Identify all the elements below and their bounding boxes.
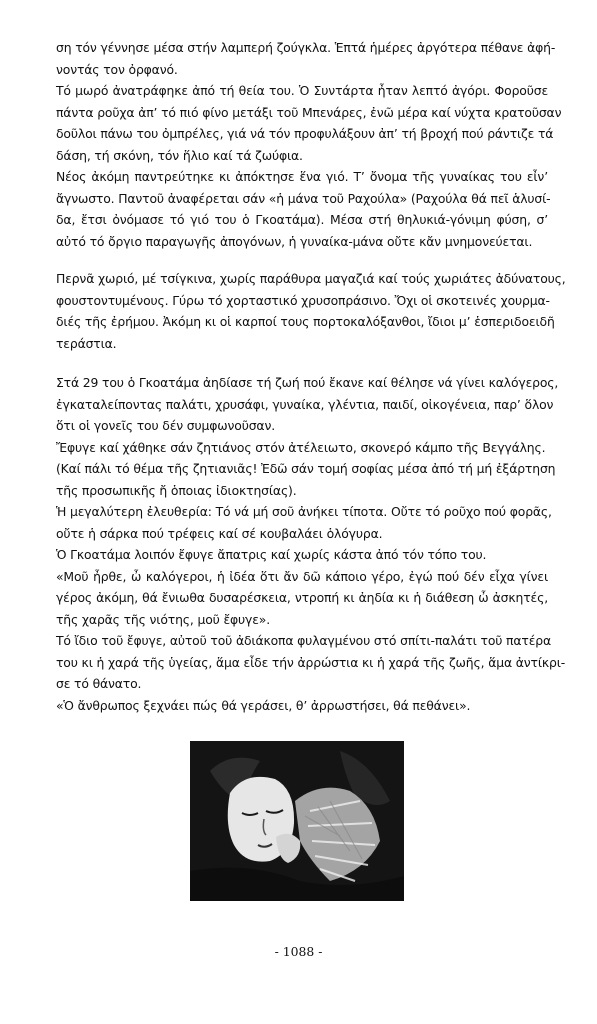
text-block-top: [56, 37, 562, 252]
text-line: Στά 29 του ὁ Γκοατάμα ἀηδίασε τή ζωή πού ἔκανε καί θέλησε νά γίνει καλόγερος,: [56, 375, 559, 390]
text-line: Περνᾶ χωριό, μέ τσίγκινα, χωρίς παράθυρα μαγαζιά καί τούς χωριάτες ἀδύνατους,: [56, 271, 566, 286]
text-block-bottom: [56, 372, 566, 716]
text-line: Ὁ Γκοατάμα λοιπόν ἔφυγε ἄπατρις καί χωρίς κάστα ἀπό τόν τόπο του.: [56, 547, 487, 562]
text-line: δοῦλοι πάνω του ὀμπρέλες, γιά νά τόν προφυλάξουν ἀπ’ τή βροχή πού ράντιζε τά: [56, 126, 554, 141]
paragraph: [56, 166, 551, 252]
text-line: Τό ἴδιο τοῦ ἔφυγε, αὐτοῦ τοῦ ἀδιάκοπα φυλαγμένου στό σπίτι-παλάτι τοῦ πατέρα: [56, 633, 551, 648]
text-line: «Ὁ ἄνθρωπος ξεχνάει πώς θά γεράσει, θ’ ἀρρωστήσει, θά πεθάνει».: [56, 697, 471, 713]
text-line: δα, ἔτσι ὀνόμασε τό γιό του ὁ Γκοατάμα). Μέσα στή θηλυκιά-γόνιμη φύση, σ’: [56, 212, 548, 227]
text-line: ἄγνωστο. Παντοῦ ἀναφέρεται σάν «ἡ μάνα τοῦ Ραχούλα» (Ραχούλα θά πεῖ ἁλυσί-: [56, 190, 551, 206]
text-line: «Μοῦ ἦρθε, ὦ καλόγεροι, ἡ ἰδέα ὅτι ἄν δῶ κάποιο γέρο, ἐγώ πού δέν εἶχα γίνει: [56, 568, 548, 584]
text-block-middle: [56, 268, 566, 354]
text-line: δάση, τή σκόνη, τόν ἥλιο καί τά ζωύφια.: [56, 147, 303, 163]
text-line: γέρος ἀκόμη, θά ἔνιωθα δυσαρέσκεια, ντροπή κι ἀηδία κι ἡ διάθεση ὦ ἀσκητές,: [56, 590, 548, 605]
text-line: νοντάς τον ὀρφανό.: [56, 61, 178, 77]
text-line: πάντα ροῦχα ἀπ’ τό πιό φίνο μετάξι τοῦ Μπενάρες, ἐνῶ μέρα καί νύχτα κρατοῦσαν: [56, 104, 562, 120]
text-line: αὐτό τό ὄργιο παραγωγῆς ἀπογόνων, ἡ γυναίκα-μάνα οὔτε κἄν μνημονεύεται.: [56, 233, 533, 249]
illustration-sleeping-face: [190, 741, 404, 901]
text-line: τῆς χαρᾶς τῆς νιότης, μοῦ ἔφυγε».: [56, 611, 270, 627]
text-line: σε τό θάνατο.: [56, 676, 142, 691]
text-line: τεράστια.: [56, 335, 117, 351]
text-line: ση τόν γέννησε μέσα στήν λαμπερή ζούγκλα. Ἑπτά ἡμέρες ἀργότερα πέθανε ἀφή-: [56, 40, 556, 55]
text-line: ὅτι οἱ γονεῖς του δέν συμφωνοῦσαν.: [56, 418, 276, 433]
text-line: Ἡ μεγαλύτερη ἐλευθερία: Τό νά μή σοῦ ἀνήκει τίποτα. Οὔτε τό ροῦχο πού φορᾶς,: [56, 504, 552, 519]
page-number: - 1088 -: [274, 944, 323, 959]
text-line: (Καί πάλι τό θέμα τῆς ζητιανιᾶς! Ἐδῶ σάν τομή σοφίας μέσα ἀπό τή μή ἐξάρτηση: [56, 461, 556, 476]
text-line: ἐγκαταλείποντας παλάτι, χρυσάφι, γυναίκα, γλέντια, παιδί, οἰκογένεια, παρ’ ὅλον: [56, 396, 554, 412]
text-line: Νέος ἀκόμη παντρεύτηκε κι ἀπόκτησε ἕνα γιό. Τ’ ὄνομα τῆς γυναίκας του εἶν’: [56, 169, 548, 184]
illustration-drawing: [190, 741, 404, 901]
text-line: τῆς προσωπικῆς ἤ ὁποιας ἰδιοκτησίας).: [56, 482, 297, 498]
text-line: οὔτε ἡ σάρκα πού τρέφεις καί σέ κουβαλάει ὁλόγυρα.: [56, 525, 383, 541]
text-line: Τό μωρό ἀνατράφηκε ἀπό τή θεία του. Ὁ Συντάρτα ἦταν λεπτό ἀγόρι. Φοροῦσε: [56, 83, 548, 98]
paragraph: [56, 80, 562, 166]
text-line: διές τῆς ἐρήμου. Ἀκόμη κι οἱ καρποί τους πορτοκαλόξανθοι, ἴδιοι μ’ ἑσπεριδοειδῆ: [56, 314, 555, 329]
paragraph: [56, 372, 566, 716]
paragraph: [56, 268, 566, 354]
text-line: φουστοντυμένους. Γύρω τό χορταστικό χρυσοπράσινο. Ὄχι οἱ σκοτεινές χουρμα-: [56, 292, 550, 308]
paragraph: [56, 37, 556, 80]
text-line: Ἔφυγε καί χάθηκε σάν ζητιάνος στόν ἀτέλειωτο, σκονερό κάμπο τῆς Βεγγάλης.: [56, 439, 546, 455]
text-line: του κι ἡ χαρά τῆς ὑγείας, ἅμα εἶδε τήν ἀρρώστια κι ἡ χαρά τῆς ζωῆς, ἅμα ἀντίκρι-: [56, 654, 566, 670]
